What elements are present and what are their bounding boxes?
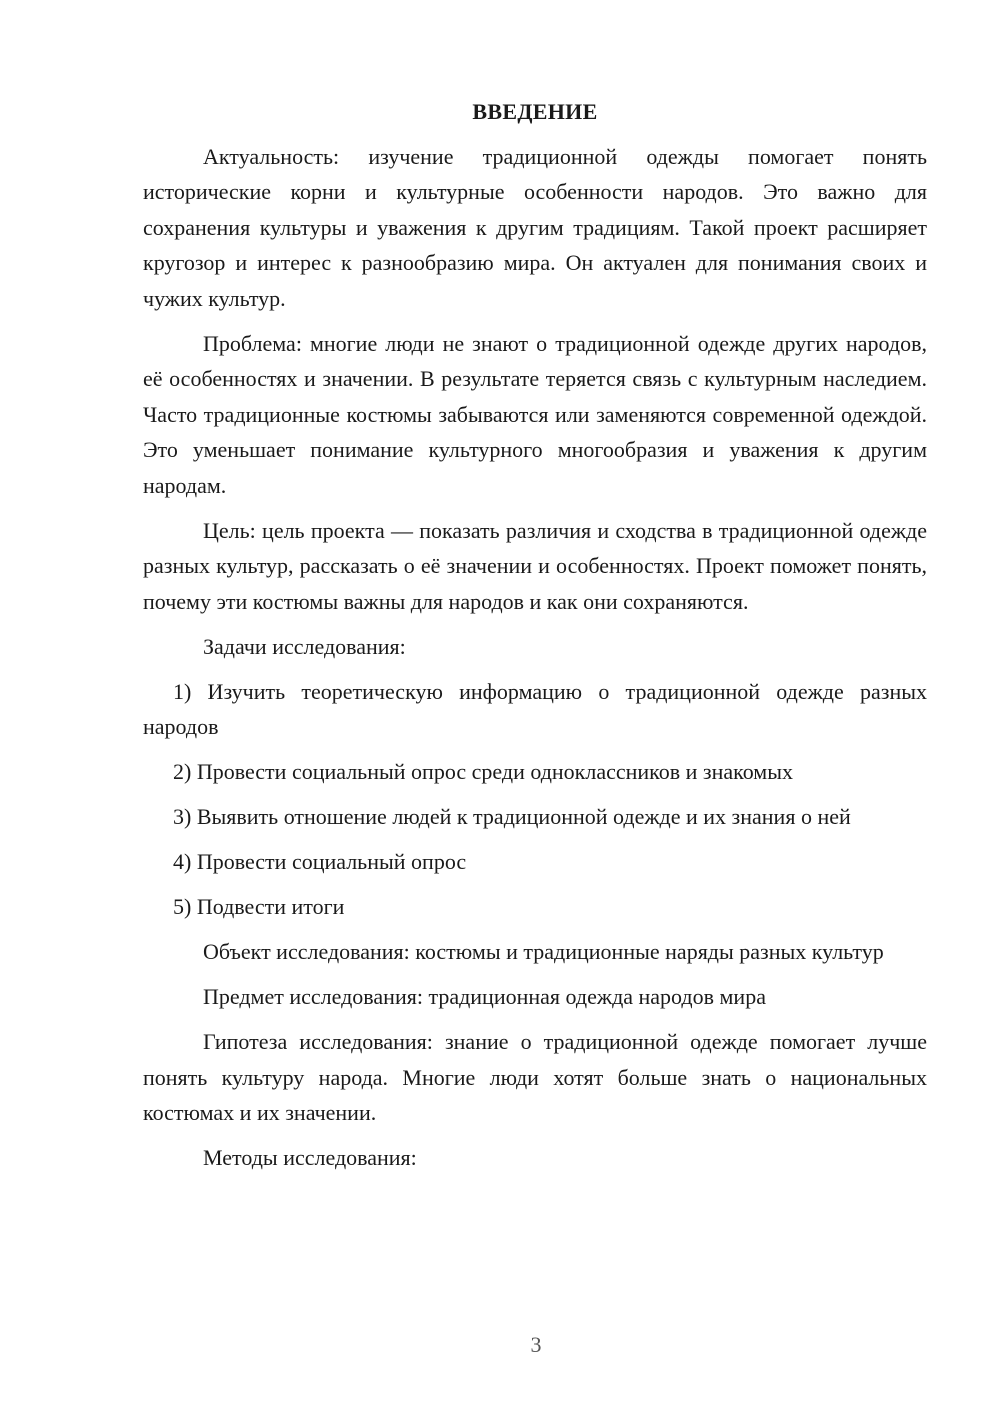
tasks-list — [143, 674, 927, 925]
paragraph-methods-title: Методы исследования: — [203, 1145, 417, 1170]
paragraph-tasks-title: Задачи исследования: — [203, 633, 406, 659]
list-item: 1) Изучить теоретическую информацию о традиционной одежде разных народов — [143, 678, 927, 739]
paragraph-problem: Проблема: многие люди не знают о традиционной одежде других народов, её особенностях и значении. В результате теряется связь с культурным наследием. Часто традиционные костюмы забываются или заменяются современной одеждой. Это уменьшает понимание культурного многообразия и уважения к другим народам. — [143, 330, 927, 498]
list-item: 5) Подвести итоги — [173, 894, 345, 919]
paragraph-relevance: Актуальность: изучение традиционной одежды помогает понять исторические корни и культурные особенности народов. Это важно для сохранения культуры и уважения к другим традициям. Такой проект расширяет кругозор и интерес к разнообразию мира. Он актуален для понимания своих и чужих культур. — [143, 143, 927, 311]
paragraph-goal: Цель: цель проекта — показать различия и сходства в традиционной одежде разных культур, рассказать о её значении и особенностях. Проект поможет понять, почему эти костюмы важны для народов и как они сохраняются. — [143, 517, 927, 614]
page-number: 3 — [530, 1332, 542, 1357]
document-page — [143, 94, 927, 1185]
page-title: ВВЕДЕНИЕ — [472, 99, 598, 124]
list-item: 2) Провести социальный опрос среди одноклассников и знакомых — [173, 759, 793, 784]
paragraph-object: Объект исследования: костюмы и традиционные наряды разных культур — [203, 939, 884, 964]
paragraph-hypothesis: Гипотеза исследования: знание о традиционной одежде помогает лучше понять культуру народа. Многие люди хотят больше знать о национальных костюмах и их значении. — [143, 1029, 927, 1125]
paragraph-subject: Предмет исследования: традиционная одежда народов мира — [203, 984, 766, 1009]
list-item: 3) Выявить отношение людей к традиционной одежде и их знания о ней — [173, 804, 851, 829]
list-item: 4) Провести социальный опрос — [173, 849, 467, 874]
